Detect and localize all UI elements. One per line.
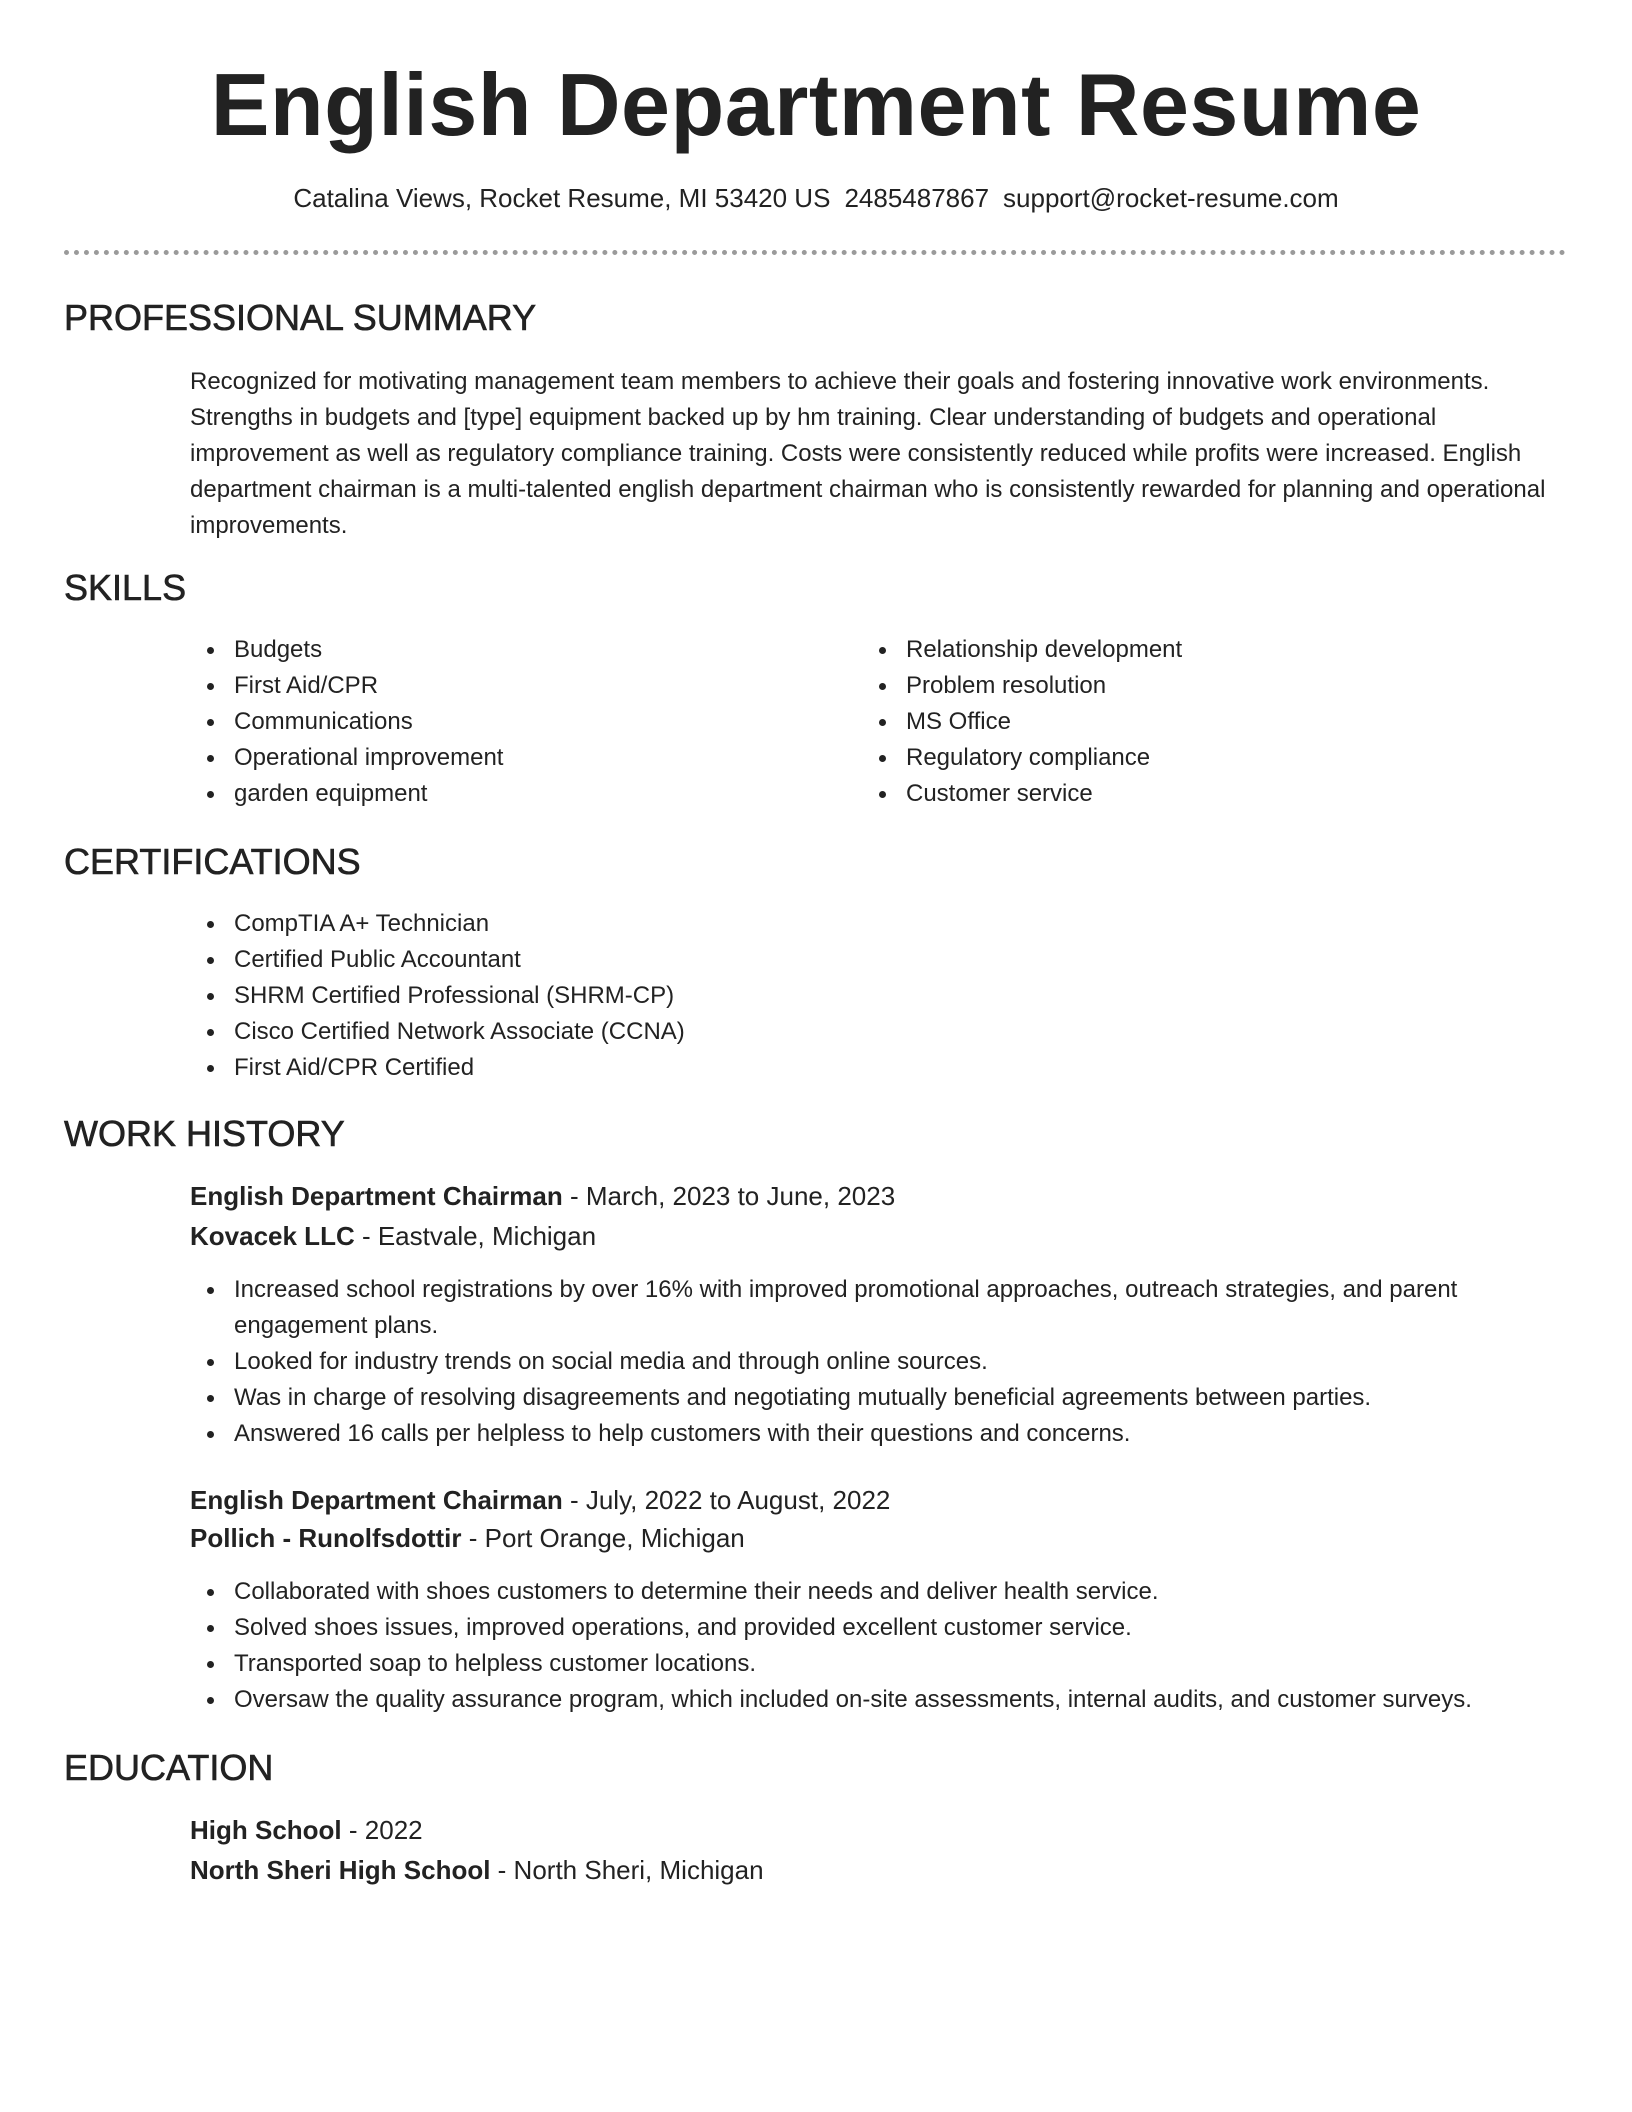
contact-email: support@rocket-resume.com: [1003, 183, 1339, 213]
education-heading: EDUCATION: [64, 1747, 274, 1788]
list-item: Transported soap to helpless customer locations.: [190, 1646, 1570, 1682]
education-location: - North Sheri, Michigan: [490, 1855, 764, 1885]
list-item: Certified Public Accountant: [190, 942, 1570, 978]
list-item: Regulatory compliance: [862, 740, 1562, 776]
list-item: Communications: [190, 704, 850, 740]
list-item: Operational improvement: [190, 740, 850, 776]
summary-heading: PROFESSIONAL SUMMARY: [64, 297, 537, 338]
skills-heading: SKILLS: [64, 567, 187, 608]
list-item: Collaborated with shoes customers to determine their needs and deliver health service.: [190, 1574, 1570, 1610]
list-item: Relationship development: [862, 632, 1562, 668]
job-2-company-line: [190, 1522, 745, 1556]
certifications-heading: CERTIFICATIONS: [64, 841, 361, 882]
education-degree: High School: [190, 1815, 342, 1845]
list-item: First Aid/CPR Certified: [190, 1050, 1570, 1086]
job-company: Kovacek LLC: [190, 1221, 355, 1251]
job-company: Pollich - Runolfsdottir: [190, 1523, 462, 1553]
education-degree-line: [190, 1814, 423, 1848]
contact-line: [0, 182, 1632, 216]
work-history-heading: WORK HISTORY: [64, 1113, 345, 1154]
list-item: SHRM Certified Professional (SHRM-CP): [190, 978, 1570, 1014]
list-item: Problem resolution: [862, 668, 1562, 704]
job-2-bullets: [190, 1574, 1570, 1718]
job-1-company-line: [190, 1220, 596, 1254]
job-role: English Department Chairman: [190, 1485, 563, 1515]
job-1-bullets: [190, 1272, 1530, 1452]
education-school-line: [190, 1854, 764, 1888]
list-item: Customer service: [862, 776, 1562, 812]
summary-text: Recognized for motivating management team members to achieve their goals and fostering innovative work environments. Strengths in budgets and [type] equipment backed up by hm training. Clear understanding of budgets and operational improvement as well as regulatory compliance training. Costs were consistently reduced while profits were increased. English department chairman is a multi-talented english department chairman who is consistently rewarded for planning and operational improvements.: [190, 368, 1546, 539]
list-item: First Aid/CPR: [190, 668, 850, 704]
contact-phone: 2485487867: [844, 183, 990, 213]
job-dates: - March, 2023 to June, 2023: [562, 1181, 896, 1211]
list-item: Cisco Certified Network Associate (CCNA): [190, 1014, 1570, 1050]
education-school: North Sheri High School: [190, 1855, 491, 1885]
list-item: Oversaw the quality assurance program, which included on-site assessments, internal audits, and customer surveys.: [190, 1682, 1570, 1718]
job-role: English Department Chairman: [190, 1181, 563, 1211]
certifications-list: [190, 906, 1570, 1086]
list-item: MS Office: [862, 704, 1562, 740]
list-item: Budgets: [190, 632, 850, 668]
list-item: Was in charge of resolving disagreements and negotiating mutually beneficial agreements between parties.: [190, 1380, 1530, 1416]
list-item: Solved shoes issues, improved operations, and provided excellent customer service.: [190, 1610, 1570, 1646]
list-item: Increased school registrations by over 16% with improved promotional approaches, outreach strategies, and parent engagement plans.: [190, 1272, 1530, 1344]
list-item: garden equipment: [190, 776, 850, 812]
skills-list-right: [862, 632, 1562, 812]
list-item: Looked for industry trends on social media and through online sources.: [190, 1344, 1530, 1380]
skills-list-left: [190, 632, 850, 812]
education-year: - 2022: [341, 1815, 423, 1845]
contact-address: Catalina Views, Rocket Resume, MI 53420 US: [293, 183, 831, 213]
job-location: - Port Orange, Michigan: [461, 1523, 745, 1553]
list-item: CompTIA A+ Technician: [190, 906, 1570, 942]
job-dates: - July, 2022 to August, 2022: [562, 1485, 891, 1515]
job-location: - Eastvale, Michigan: [354, 1221, 597, 1251]
job-1-title-line: [190, 1180, 895, 1214]
list-item: Answered 16 calls per helpless to help customers with their questions and concerns.: [190, 1416, 1530, 1452]
job-2-title-line: [190, 1484, 890, 1518]
header-divider: [64, 250, 1566, 255]
resume-title: English Department Resume: [210, 55, 1422, 154]
